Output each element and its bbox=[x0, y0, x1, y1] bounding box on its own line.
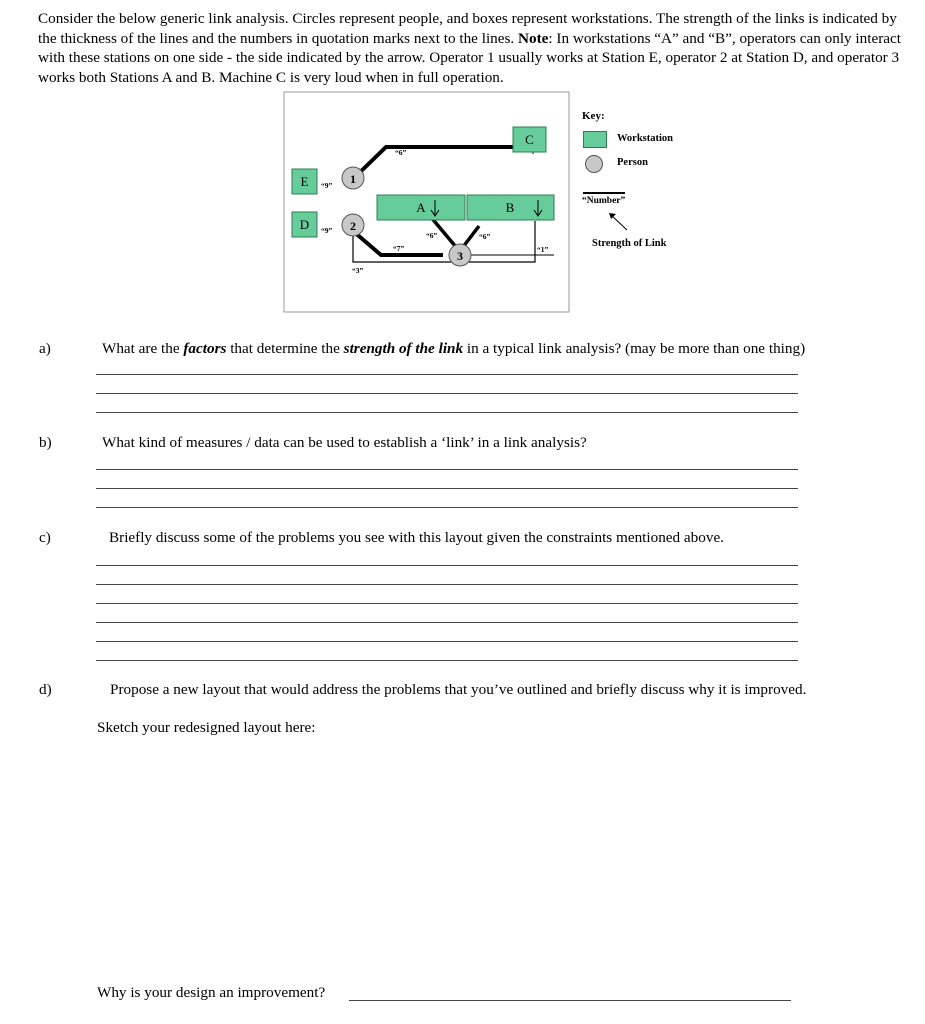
station-d-label: D bbox=[299, 217, 310, 232]
emphasis-strength: strength of the link bbox=[343, 340, 464, 357]
sketch-area[interactable] bbox=[96, 745, 798, 975]
strength-label-3-a: “6” bbox=[426, 231, 438, 240]
person-1-label: 1 bbox=[350, 172, 356, 186]
answer-line[interactable] bbox=[96, 507, 798, 508]
strength-label-2-3: “7” bbox=[393, 244, 405, 253]
answer-line[interactable] bbox=[96, 393, 798, 394]
question-b-text: What kind of measures / data can be used to establish a ‘link’ in a link analysis? bbox=[102, 434, 587, 451]
sketch-label: Sketch your redesigned layout here: bbox=[97, 719, 316, 736]
question-b-letter: b) bbox=[39, 434, 52, 451]
note-label: Note bbox=[518, 29, 549, 47]
answer-line[interactable] bbox=[96, 565, 798, 566]
link-analysis-diagram bbox=[283, 91, 571, 315]
key-workstation-label: Workstation bbox=[617, 133, 674, 144]
station-a-label: A bbox=[416, 200, 426, 215]
station-b-label: B bbox=[505, 200, 515, 215]
key-pointer-arrow-icon bbox=[606, 210, 630, 232]
workstation-swatch bbox=[583, 131, 607, 148]
answer-line[interactable] bbox=[96, 412, 798, 413]
key-strength-label: Strength of Link bbox=[592, 238, 667, 249]
strength-label-3-b: “6” bbox=[479, 232, 491, 241]
strength-label-2-d: “9” bbox=[321, 226, 333, 235]
strength-label-2-c: “3” bbox=[352, 266, 364, 275]
question-a-text: What are the factors that determine the strength of the link in a typical link analysis? (may be more than one thing) bbox=[102, 340, 806, 357]
station-c-label: C bbox=[525, 132, 534, 147]
answer-line[interactable] bbox=[96, 469, 798, 470]
why-answer-line[interactable] bbox=[349, 1000, 791, 1001]
key-link-sample bbox=[583, 192, 625, 194]
person-swatch bbox=[585, 155, 603, 173]
link-3-b bbox=[463, 226, 479, 247]
question-d-letter: d) bbox=[39, 681, 52, 698]
answer-line[interactable] bbox=[96, 603, 798, 604]
answer-line[interactable] bbox=[96, 641, 798, 642]
question-c-text: Briefly discuss some of the problems you see with this layout given the constraints mentioned above. bbox=[109, 529, 724, 546]
station-e-label: E bbox=[300, 174, 309, 189]
answer-line[interactable] bbox=[96, 584, 798, 585]
answer-line[interactable] bbox=[96, 622, 798, 623]
intro-text-2: : In workstations “A” and “B”, operators can only interact with these stations on one side - the side indicated by the arrow. Operator 1 usually works at Station E, operator 2 at Station D, and operator 3 works both Stations A and B. Machine C is very loud when in full operation. bbox=[38, 29, 901, 86]
link-1-c bbox=[353, 147, 513, 179]
question-a-letter: a) bbox=[39, 340, 51, 357]
answer-line[interactable] bbox=[96, 660, 798, 661]
intro-paragraph bbox=[38, 9, 906, 87]
strength-label-3-c: “1” bbox=[537, 245, 549, 254]
emphasis-factors: factors bbox=[183, 340, 227, 357]
key-number-label: “Number” bbox=[582, 196, 626, 206]
key-title: Key: bbox=[582, 110, 605, 122]
person-2-label: 2 bbox=[350, 219, 356, 233]
answer-line[interactable] bbox=[96, 488, 798, 489]
strength-label-1-e: “9” bbox=[321, 181, 333, 190]
question-d-text: Propose a new layout that would address the problems that you’ve outlined and briefly discuss why it is improved. bbox=[110, 681, 807, 698]
intro-text-1: Consider the below generic link analysis. Circles represent people, and boxes represent workstations. The strength of the links is indicated by the thickness of the lines and the numbers in quotation marks next to the lines. bbox=[38, 10, 897, 47]
person-3-label: 3 bbox=[457, 249, 463, 263]
question-c-letter: c) bbox=[39, 529, 51, 546]
answer-line[interactable] bbox=[96, 374, 798, 375]
strength-label-1-c: “6” bbox=[395, 148, 407, 157]
key-person-label: Person bbox=[617, 157, 648, 168]
why-label: Why is your design an improvement? bbox=[97, 984, 326, 1001]
